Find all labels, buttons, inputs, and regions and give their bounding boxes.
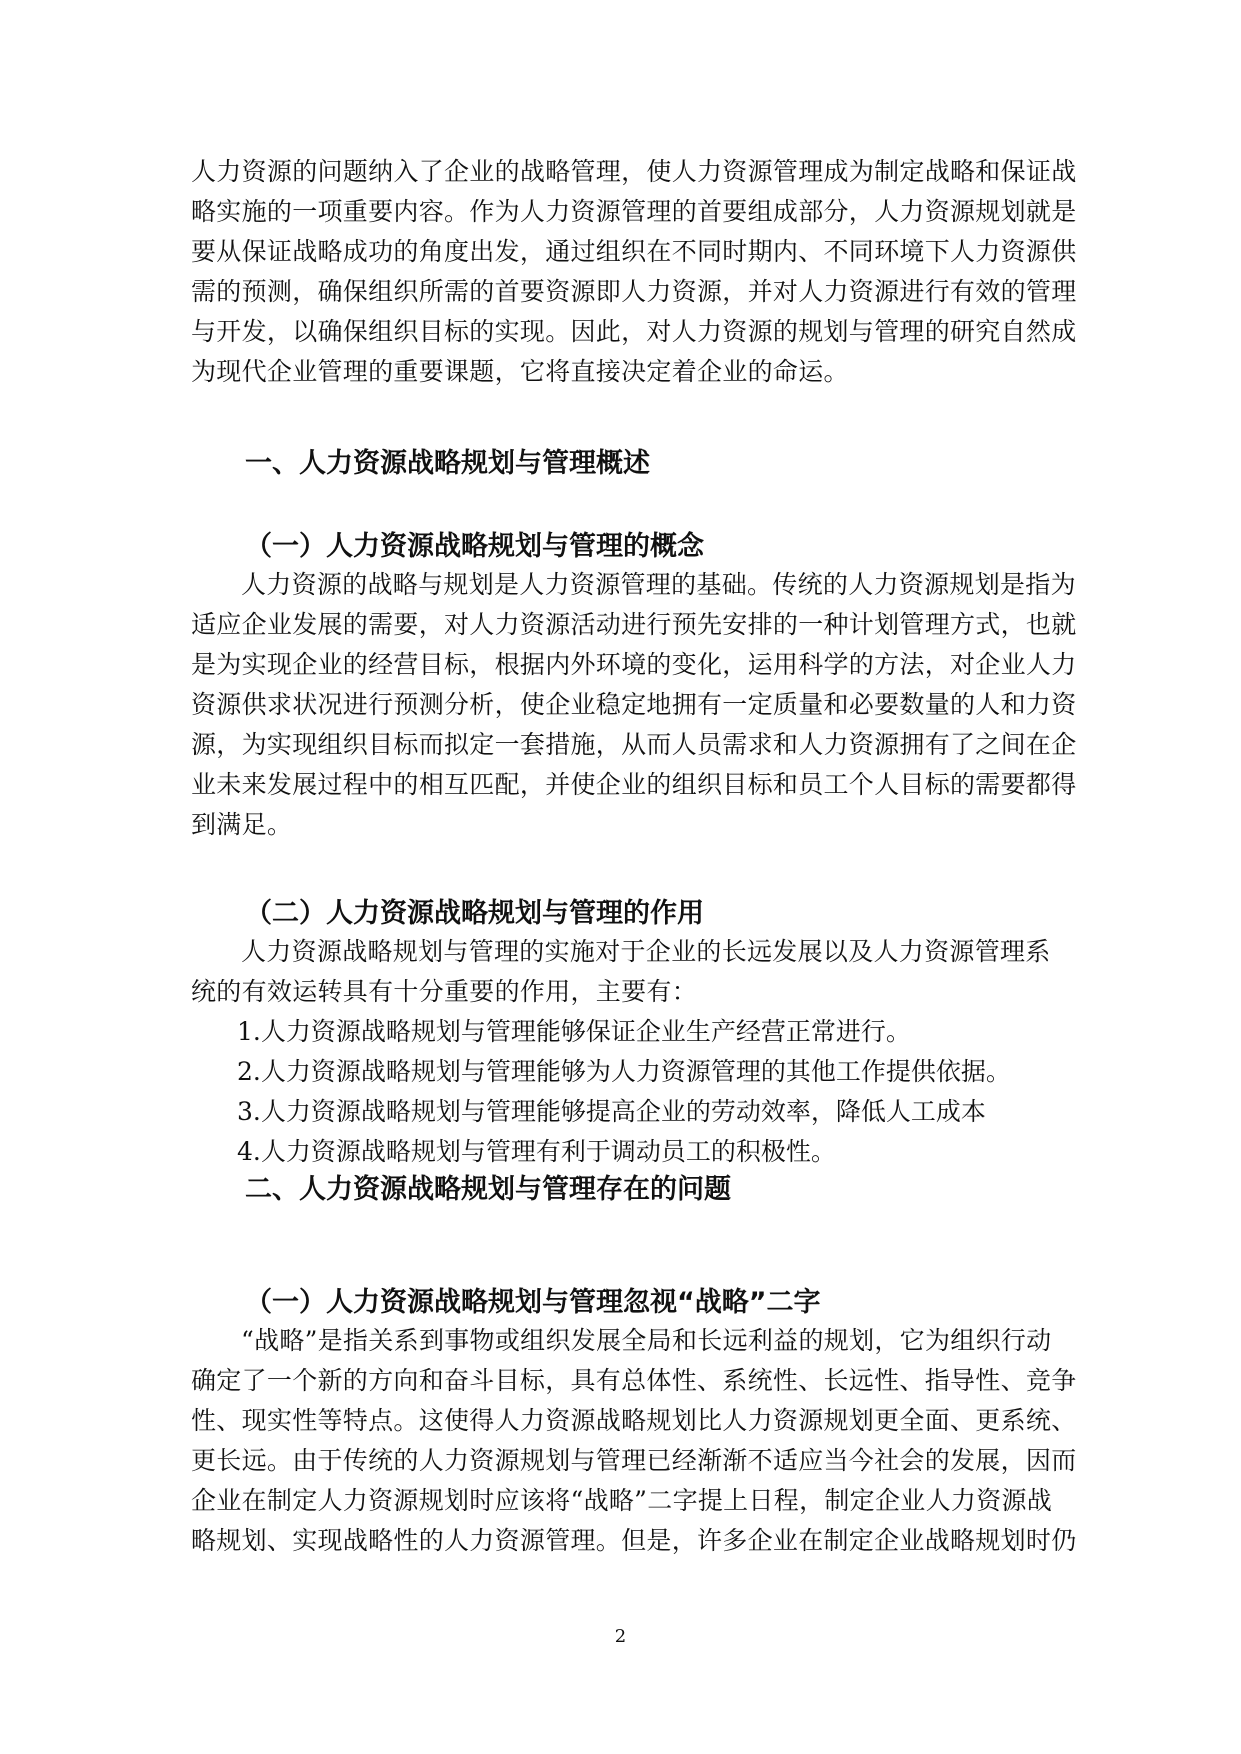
subsection-heading-1-1: （一）人力资源战略规划与管理的概念 bbox=[245, 531, 704, 562]
role-paragraph bbox=[191, 932, 1051, 1172]
paragraph-line: 人力资源的战略与规划是人力资源管理的基础。传统的人力资源规划是指为 bbox=[241, 570, 1076, 599]
paragraph-line: 适应企业发展的需要，对人力资源活动进行预先安排的一种计划管理方式，也就 bbox=[191, 610, 1077, 639]
paragraph-line: 源，为实现组织目标而拟定一套措施，从而人员需求和人力资源拥有了之间在企 bbox=[191, 730, 1077, 759]
paragraph-line: 确定了一个新的方向和奋斗目标，具有总体性、系统性、长远性、指导性、竞争 bbox=[191, 1366, 1077, 1395]
list-item: 4.人力资源战略规划与管理有利于调动员工的积极性。 bbox=[237, 1137, 836, 1166]
paragraph-line: “战略”是指关系到事物或组织发展全局和长远利益的规划，它为组织行动 bbox=[241, 1326, 1052, 1355]
subsection-heading-1-2: （二）人力资源战略规划与管理的作用 bbox=[245, 898, 704, 929]
list-item: 1.人力资源战略规划与管理能够保证企业生产经营正常进行。 bbox=[237, 1017, 911, 1046]
section-heading-2: 二、人力资源战略规划与管理存在的问题 bbox=[245, 1174, 731, 1205]
paragraph-line: 略规划、实现战略性的人力资源管理。但是，许多企业在制定企业战略规划时仍 bbox=[191, 1526, 1077, 1555]
paragraph-line: 到满足。 bbox=[191, 810, 293, 839]
list-item: 2.人力资源战略规划与管理能够为人力资源管理的其他工作提供依据。 bbox=[237, 1057, 1011, 1086]
paragraph-line: 人力资源战略规划与管理的实施对于企业的长远发展以及人力资源管理系 bbox=[241, 937, 1051, 966]
paragraph-line: 需的预测，确保组织所需的首要资源即人力资源，并对人力资源进行有效的管理 bbox=[191, 277, 1077, 306]
paragraph-line: 性、现实性等特点。这使得人力资源战略规划比人力资源规划更全面、更系统、 bbox=[191, 1406, 1077, 1435]
paragraph-line: 要从保证战略成功的角度出发，通过组织在不同时期内、不同环境下人力资源供 bbox=[191, 237, 1077, 266]
paragraph-line: 略实施的一项重要内容。作为人力资源管理的首要组成部分，人力资源规划就是 bbox=[191, 197, 1077, 226]
list-item: 3.人力资源战略规划与管理能够提高企业的劳动效率，降低人工成本 bbox=[237, 1097, 986, 1126]
page-number: 2 bbox=[614, 1626, 627, 1647]
intro-paragraph bbox=[191, 152, 1077, 392]
paragraph-line: 是为实现企业的经营目标，根据内外环境的变化，运用科学的方法，对企业人力 bbox=[191, 650, 1077, 679]
paragraph-line: 企业在制定人力资源规划时应该将“战略”二字提上日程，制定企业人力资源战 bbox=[191, 1486, 1053, 1515]
paragraph-line: 更长远。由于传统的人力资源规划与管理已经渐渐不适应当今社会的发展，因而 bbox=[191, 1446, 1077, 1475]
section-heading-1: 一、人力资源战略规划与管理概述 bbox=[245, 448, 650, 479]
paragraph-line: 统的有效运转具有十分重要的作用，主要有： bbox=[191, 977, 698, 1006]
paragraph-line: 资源供求状况进行预测分析，使企业稳定地拥有一定质量和必要数量的人和力资 bbox=[191, 690, 1077, 719]
paragraph-line: 业未来发展过程中的相互匹配，并使企业的组织目标和员工个人目标的需要都得 bbox=[191, 770, 1077, 799]
strategy-paragraph bbox=[191, 1321, 1077, 1561]
concept-paragraph bbox=[191, 565, 1077, 845]
paragraph-line: 与开发，以确保组织目标的实现。因此，对人力资源的规划与管理的研究自然成 bbox=[191, 317, 1077, 346]
paragraph-line: 为现代企业管理的重要课题，它将直接决定着企业的命运。 bbox=[191, 357, 849, 386]
paragraph-line: 人力资源的问题纳入了企业的战略管理，使人力资源管理成为制定战略和保证战 bbox=[191, 157, 1077, 186]
subsection-heading-2-1: （一）人力资源战略规划与管理忽视“战略”二字 bbox=[245, 1287, 821, 1318]
